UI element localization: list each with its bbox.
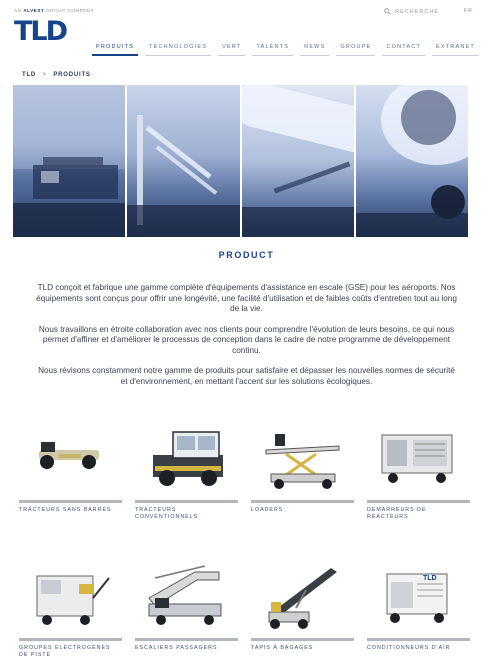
intro-paragraph: TLD conçoit et fabrique une gamme complète d'équipements d'assistance en escale (GSE) pour les aéroports. Nos équipements sont conçus pour offrir une longévité, une facilité d'utilisation et de faibles coûts d'entretien tout au long de la vie. <box>36 283 457 313</box>
nav-item-produits[interactable]: PRODUITS <box>92 44 138 56</box>
ground-power-unit-icon <box>19 558 122 636</box>
site-header <box>14 8 479 68</box>
product-label: DÉMARREURS DE RÉACTEURS <box>367 507 427 520</box>
card-divider <box>19 500 122 503</box>
towbarless-tractor-icon <box>19 420 122 498</box>
nav-item-groupe[interactable]: GROUPE <box>336 44 375 56</box>
product-card-passenger-stairs[interactable] <box>135 558 238 658</box>
card-divider <box>135 638 238 641</box>
card-divider <box>367 500 470 503</box>
breadcrumb-current: PRODUITS <box>53 72 91 78</box>
main-nav <box>92 44 479 56</box>
search-icon <box>384 8 391 15</box>
nav-item-contact[interactable]: CONTACT <box>382 44 425 56</box>
card-divider <box>19 638 122 641</box>
product-label: CONDITIONNEURS D'AIR <box>367 645 451 651</box>
product-card-loaders[interactable] <box>251 420 354 520</box>
intro-paragraph: Nous révisons constamment notre gamme de produits pour satisfaire et dépasser les nouvelles normes de sécurité et d'environnement, en mettant l'accent sur les solutions écologiques. <box>38 366 455 386</box>
language-selector[interactable]: FR <box>463 8 473 14</box>
air-start-unit-icon <box>367 420 470 498</box>
breadcrumb-separator: > <box>42 72 47 78</box>
group-tagline <box>14 8 94 13</box>
page-title: PRODUCT <box>218 250 275 260</box>
loader-icon <box>251 420 354 498</box>
product-label: LOADERS <box>251 507 284 513</box>
intro-paragraph: Nous travaillons en étroite collaboration avec nos clients pour comprendre l'évolution de leurs besoins, ce qui nous permet d'affiner et d'améliorer le processus de conception dans le cadre de notre programme de développement continu. <box>38 324 455 355</box>
product-label: ESCALIERS PASSAGERS <box>135 645 218 651</box>
product-label: TRACTEURS SANS BARRES <box>19 507 112 513</box>
product-card-towbarless-tractors[interactable] <box>19 420 122 520</box>
product-label: GROUPES ÉLECTROGÈNES DE PISTE <box>19 645 111 658</box>
hero-banner <box>13 85 468 237</box>
card-divider <box>367 638 470 641</box>
nav-item-technologies[interactable]: TECHNOLOGIES <box>145 44 211 56</box>
search-link[interactable] <box>384 8 439 15</box>
air-conditioning-unit-icon <box>367 558 470 636</box>
nav-item-vert[interactable]: VERT <box>218 44 245 56</box>
hero-panel-aircraft <box>242 85 354 237</box>
conventional-tractor-icon <box>135 420 238 498</box>
product-label: TAPIS À BAGAGES <box>251 645 314 651</box>
card-divider <box>251 638 354 641</box>
product-card-ground-power-units[interactable] <box>19 558 122 658</box>
hero-panel-stairs <box>127 85 239 237</box>
intro-text <box>36 283 457 397</box>
hero-panel-cargo-loader <box>13 85 125 237</box>
product-card-air-start-units[interactable] <box>367 420 470 520</box>
product-card-belt-loaders[interactable] <box>251 558 354 658</box>
breadcrumb-home[interactable]: TLD <box>22 72 37 78</box>
group-tag-brand: ALVEST <box>23 8 45 13</box>
passenger-stairs-icon <box>135 558 238 636</box>
product-card-air-conditioning-units[interactable] <box>367 558 470 658</box>
product-label: TRACTEURS CONVENTIONNELS <box>135 507 199 520</box>
product-grid <box>19 420 471 658</box>
search-label: RECHERCHE <box>395 8 439 15</box>
breadcrumb <box>22 72 91 78</box>
nav-item-talents[interactable]: TALENTS <box>252 44 293 56</box>
group-tag-suffix: GROUP COMPANY <box>46 8 95 13</box>
card-divider <box>251 500 354 503</box>
svg-text:TLD: TLD <box>423 575 437 582</box>
nav-item-extranet[interactable]: EXTRANET <box>432 44 479 56</box>
hero-panel-engine <box>356 85 468 237</box>
nav-item-news[interactable]: NEWS <box>300 44 329 56</box>
tld-logo[interactable]: TLD <box>14 16 67 47</box>
belt-loader-icon <box>251 558 354 636</box>
group-tag-prefix: AN <box>14 8 22 13</box>
product-card-conventional-tractors[interactable] <box>135 420 238 520</box>
card-divider <box>135 500 238 503</box>
